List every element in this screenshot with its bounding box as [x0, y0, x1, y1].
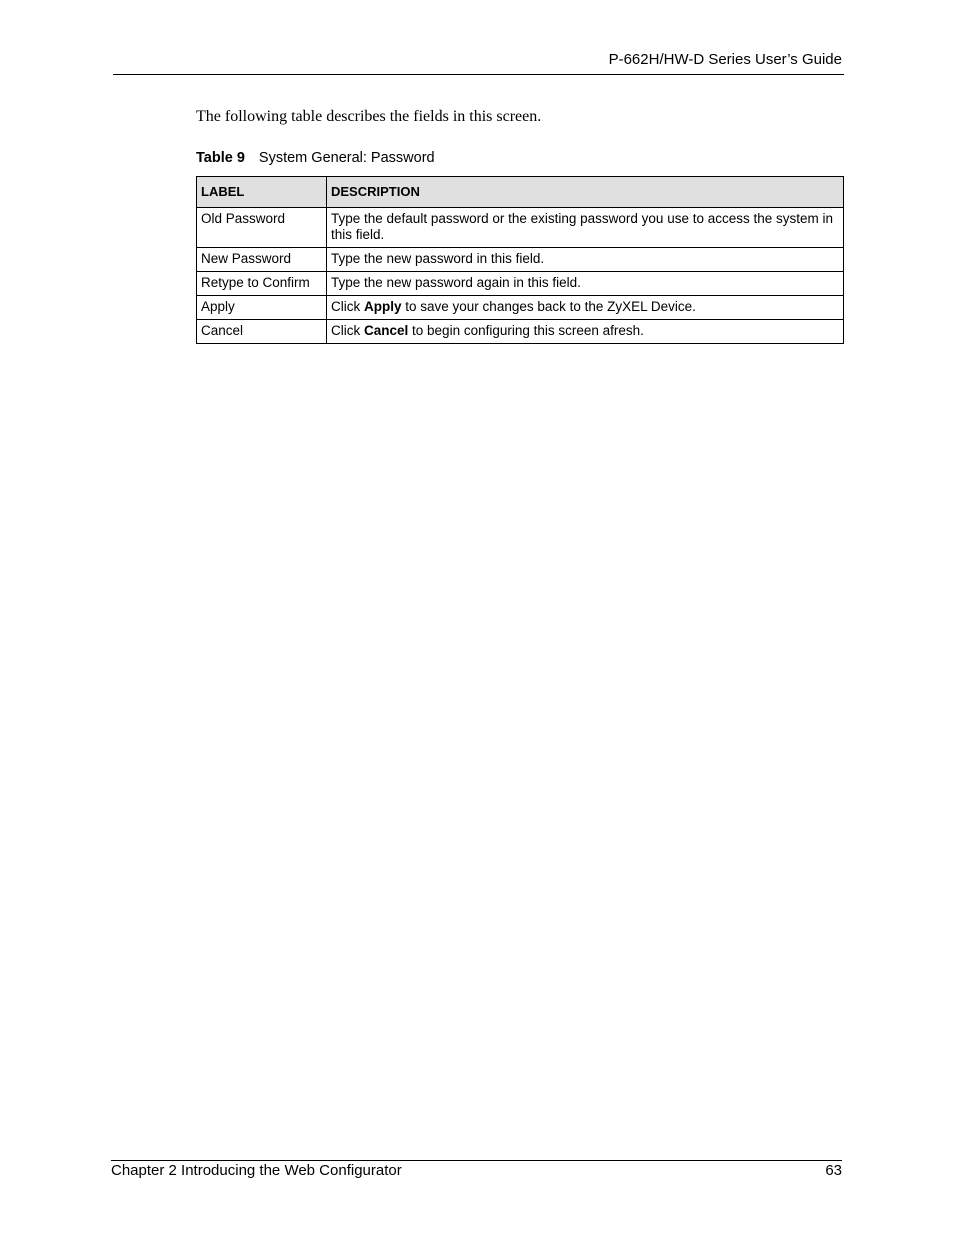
desc-text: Click — [331, 299, 364, 314]
header-divider — [113, 74, 844, 75]
row-description: Type the default password or the existing password you use to access the system in this field. — [327, 208, 844, 248]
desc-bold-term: Cancel — [364, 323, 409, 338]
row-label: Retype to Confirm — [197, 272, 327, 296]
column-header-description: DESCRIPTION — [327, 177, 844, 208]
row-label: Apply — [197, 296, 327, 320]
fields-table — [196, 176, 844, 344]
desc-text: Click — [331, 323, 364, 338]
row-description: Type the new password in this field. — [327, 248, 844, 272]
row-description: Type the new password again in this field. — [327, 272, 844, 296]
footer-page-number: 63 — [825, 1162, 842, 1179]
column-header-label: LABEL — [197, 177, 327, 208]
footer-chapter: Chapter 2 Introducing the Web Configurator — [111, 1162, 402, 1179]
table-row — [197, 272, 844, 296]
table-row — [197, 296, 844, 320]
footer-divider — [111, 1160, 842, 1161]
running-header: P-662H/HW-D Series User’s Guide — [608, 51, 842, 68]
desc-text: to begin configuring this screen afresh. — [408, 323, 644, 338]
row-description — [327, 320, 844, 344]
table-row — [197, 208, 844, 248]
row-label: New Password — [197, 248, 327, 272]
row-description — [327, 296, 844, 320]
row-label: Cancel — [197, 320, 327, 344]
row-label: Old Password — [197, 208, 327, 248]
table-caption-number: Table 9 — [196, 150, 245, 166]
intro-paragraph: The following table describes the fields in this screen. — [196, 108, 542, 125]
table-row — [197, 248, 844, 272]
table-header-row — [197, 177, 844, 208]
table-caption — [196, 149, 435, 167]
table-caption-title: System General: Password — [258, 150, 435, 166]
desc-bold-term: Apply — [364, 299, 402, 314]
table-row — [197, 320, 844, 344]
desc-text: to save your changes back to the ZyXEL Device. — [401, 299, 696, 314]
